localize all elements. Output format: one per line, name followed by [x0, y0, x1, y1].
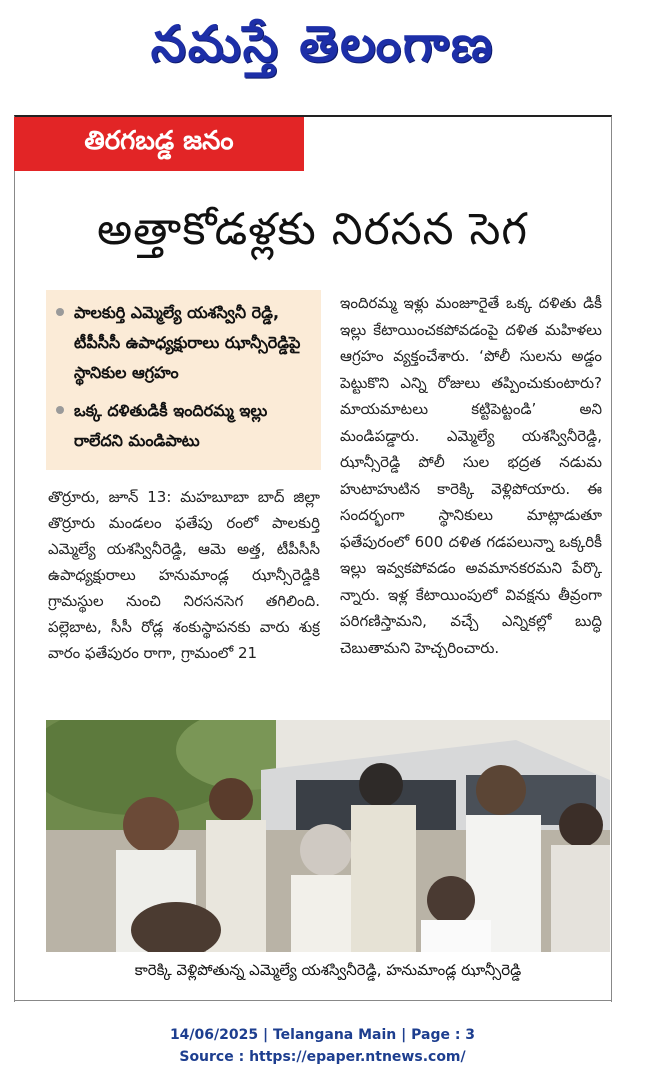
masthead [0, 0, 645, 100]
highlight-text: ఒక్క దళితుడికీ ఇందిరమ్మ ఇల్లు రాలేదని మండిపాటు [74, 401, 268, 450]
article-body-left: తొర్రూరు, జూన్ 13: మహబూబా బాద్ జిల్లా తొర్రూరు మండలం ఫతేపు రంలో పాలకుర్తి ఎమ్మెల్యే యశస్వినీరెడ్డి, ఆమె అత్త, టీపీసీసీ ఉపాధ్యక్షురాలు హనుమాండ్ల ఝాన్సీరెడ్డికి గ్రామస్థుల నుంచి నిరసనసెగ తగిలింది. పల్లెబాట, సీసీ రోడ్ల శంకుస్థాపనకు వారు శుక్ర వారం ఫతేపురం రాగా, గ్రామంలో 21 [48, 488, 320, 662]
news-photo [46, 720, 610, 952]
highlights-box [46, 290, 321, 470]
bullet-icon [56, 406, 64, 414]
bullet-icon [56, 308, 64, 316]
article-headline: అత్తాకోడళ్లకు నిరసన సెగ [96, 204, 529, 255]
footer-date-edition: 14/06/2025 | Telangana Main | Page : 3 [169, 1027, 476, 1043]
photo-illustration [46, 720, 610, 952]
newspaper-title: నమస్తే తెలంగాణ [150, 14, 495, 73]
kicker-label: తిరగబడ్డ జనం [14, 117, 304, 171]
bottom-divider [14, 1000, 611, 1001]
footer-source: Source : https://epaper.ntnews.com/ [179, 1049, 466, 1065]
highlight-text: పాలకుర్తి ఎమ్మెల్యే యశస్వినీ రెడ్డి, టీపీసీసీ ఉపాధ్యక్షురాలు ఝాన్సీరెడ్డిపై స్థానికుల ఆగ్రహం [74, 303, 301, 382]
article-body-right: ఇందిరమ్మ ఇళ్లు మంజూరైతే ఒక్క దళితు డికీ ఇల్లు కేటాయించకపోవడంపై దళిత మహిళలు ఆగ్రహం వ్యక్తంచేశారు. ‘పోలీ సులను అడ్డం పెట్టుకొని ఎన్ని రోజులు తప్పించుకుంటారు? మాయమాటలు కట్టిపెట్టండి’ అని మండిపడ్డారు. ఎమ్మెల్యే యశస్వినీరెడ్డి, ఝాన్సీరెడ్డి పోలీ సుల భద్రత నడుమ హుటాహుటిన కారెక్కి వెళ్లిపోయారు. ఈ సందర్భంగా స్థానికులు మాట్లాడుతూ ఫతేపురంలో 600 దళిత గడపలున్నా ఒక్కరికీ ఇల్లు ఇవ్వకపోవడం అవమానకరమని పేర్కొ న్నారు. ఇళ్ల కేటాయింపులో వివక్షను తీవ్రంగా పరిగణిస్తామని, వచ్చే ఎన్నికల్లో బుద్ధి చెబుతామని హెచ్చరించారు. [340, 294, 602, 657]
highlight-item [52, 298, 315, 388]
photo-caption: కారెక్కి వెళ్లిపోతున్న ఎమ్మెల్యే యశస్వినీరెడ్డి, హనుమాండ్ల ఝాన్సీరెడ్డి [134, 961, 522, 979]
highlight-item [52, 396, 315, 456]
